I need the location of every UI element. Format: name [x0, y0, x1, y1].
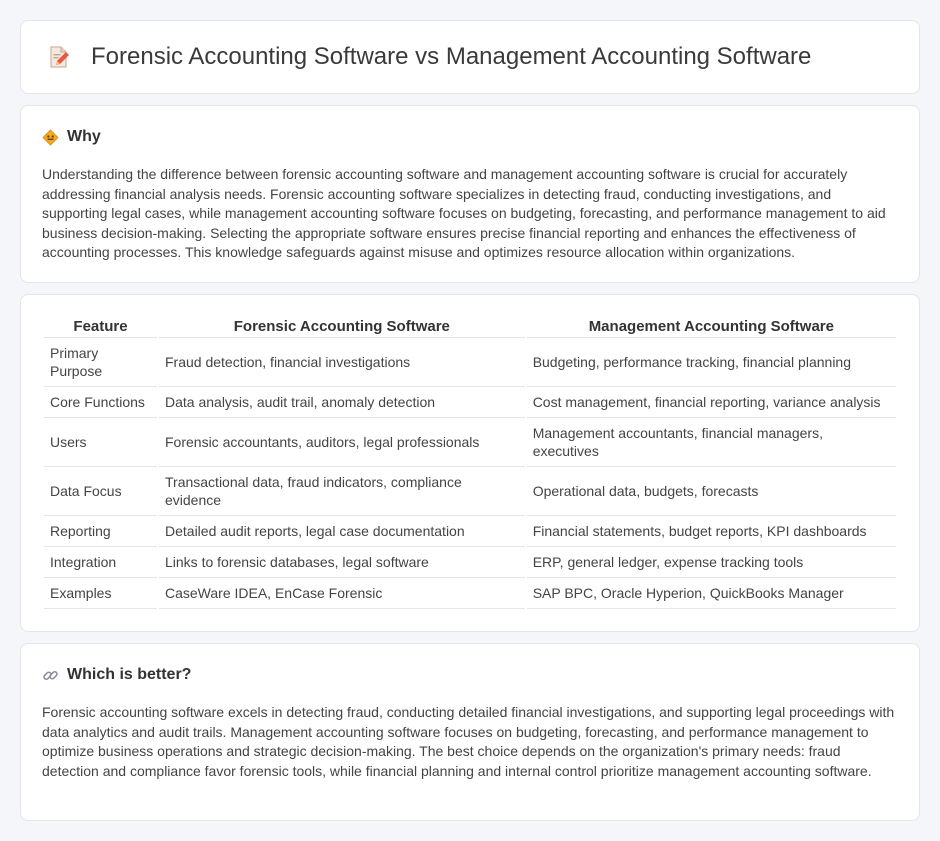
page-title: Forensic Accounting Software vs Management Accounting Software — [91, 43, 812, 70]
row-forensic: Data analysis, audit trail, anomaly detection — [159, 387, 525, 418]
row-forensic: Detailed audit reports, legal case documentation — [159, 516, 525, 547]
which-better-section — [20, 643, 920, 821]
row-forensic: Transactional data, fraud indicators, compliance evidence — [159, 467, 525, 516]
row-feature: Integration — [44, 547, 157, 578]
header-card — [20, 20, 920, 94]
header-forensic: Forensic Accounting Software — [159, 315, 525, 338]
why-title: Why — [67, 128, 101, 145]
row-management: Operational data, budgets, forecasts — [527, 467, 896, 516]
why-heading — [42, 128, 898, 146]
table-row — [44, 387, 896, 418]
row-management: ERP, general ledger, expense tracking tools — [527, 547, 896, 578]
why-text: Understanding the difference between forensic accounting software and management accounting software is crucial for accurately addressing financial analysis needs. Forensic accounting software specializes in detecting fraud, conducting investigations, and supporting legal cases, while management accounting software focuses on budgeting, forecasting, and performance management to aid business decision-making. Selecting the appropriate software ensures precise financial reporting and enhances the effectiveness of accounting processes. This knowledge safeguards against misuse and optimizes resource allocation within organizations. — [42, 166, 886, 261]
table-row — [44, 578, 896, 609]
row-forensic: Fraud detection, financial investigations — [159, 338, 525, 387]
row-management: Financial statements, budget reports, KPI dashboards — [527, 516, 896, 547]
row-feature: Primary Purpose — [44, 338, 157, 387]
row-feature: Data Focus — [44, 467, 157, 516]
document-pencil-icon — [47, 45, 71, 69]
why-section — [20, 105, 920, 283]
row-management: Management accountants, financial managers, executives — [527, 418, 896, 467]
row-feature: Examples — [44, 578, 157, 609]
link-icon — [42, 667, 59, 684]
comparison-table — [42, 315, 898, 609]
better-text: Forensic accounting software excels in detecting fraud, conducting detailed financial investigations, and supporting legal proceedings with data analytics and audit trails. Management accounting software focuses on budgeting, forecasting, and performance management to optimize business operations and strategic decision-making. The best choice depends on the organization's primary needs: fraud detection and compliance favor forensic tools, while financial planning and internal control prioritize management accounting software. — [42, 704, 895, 779]
row-forensic: Links to forensic databases, legal software — [159, 547, 525, 578]
row-feature: Users — [44, 418, 157, 467]
row-management: SAP BPC, Oracle Hyperion, QuickBooks Manager — [527, 578, 896, 609]
table-row — [44, 516, 896, 547]
row-feature: Core Functions — [44, 387, 157, 418]
row-forensic: CaseWare IDEA, EnCase Forensic — [159, 578, 525, 609]
table-row — [44, 467, 896, 516]
header-management: Management Accounting Software — [527, 315, 896, 338]
header-feature: Feature — [44, 315, 157, 338]
row-management: Budgeting, performance tracking, financial planning — [527, 338, 896, 387]
table-header-row — [44, 315, 896, 338]
diamond-sign-icon — [42, 129, 59, 146]
better-title: Which is better? — [67, 666, 192, 683]
comparison-table-card — [20, 294, 920, 632]
table-row — [44, 418, 896, 467]
better-heading — [42, 666, 898, 684]
row-feature: Reporting — [44, 516, 157, 547]
row-forensic: Forensic accountants, auditors, legal professionals — [159, 418, 525, 467]
row-management: Cost management, financial reporting, variance analysis — [527, 387, 896, 418]
table-row — [44, 547, 896, 578]
table-row — [44, 338, 896, 387]
